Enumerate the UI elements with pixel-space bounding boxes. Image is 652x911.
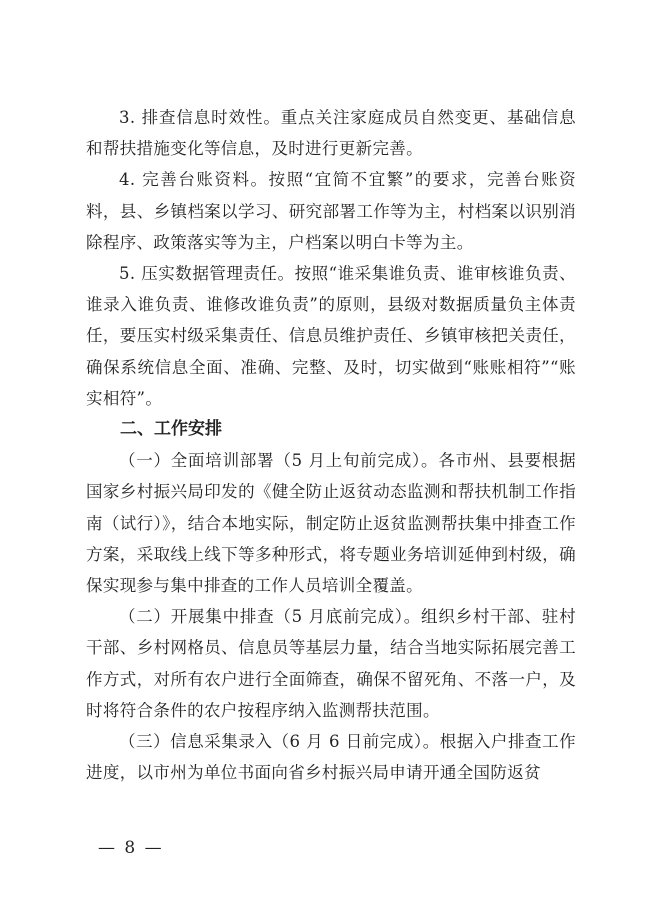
- section-heading-work-arrangement: 二、工作安排: [120, 419, 222, 440]
- paragraph-step-1: （一）全面培训部署（5 月上旬前完成）。各市州、县要根据国家乡村振兴局印发的《健全防止返贫动态监测和帮扶机制工作指南（试行）》，结合本地实际，制定防止返贫监测帮扶集中排查工作方案，采取线上线下等多种形式，将专题业务培训延伸到村级，确保实现参与集中排查的工作人员培训全覆盖。: [86, 451, 576, 596]
- paragraph-item-3: 3. 排查信息时效性。重点关注家庭成员自然变更、基础信息和帮扶措施变化等信息，及时进行更新完善。: [86, 108, 576, 159]
- document-body: [86, 102, 576, 788]
- paragraph-step-2: （二）开展集中排查（5 月底前完成）。组织乡村干部、驻村干部、乡村网格员、信息员等基层力量，结合当地实际拓展完善工作方式，对所有农户进行全面筛查，确保不留死角、不落一户，及时将符合条件的农户按程序纳入监测帮扶范围。: [86, 607, 576, 720]
- page-number: — 8 —: [98, 838, 164, 858]
- paragraph-step-3: （三）信息采集录入（6 月 6 日前完成）。根据入户排查工作进度，以市州为单位书面向省乡村振兴局申请开通全国防返贫: [86, 732, 576, 783]
- paragraph-item-5: 5. 压实数据管理责任。按照“谁采集谁负责、谁审核谁负责、谁录入谁负责、谁修改谁负责”的原则，县级对数据质量负主体责任，要压实村级采集责任、信息员维护责任、乡镇审核把关责任，确保系统信息全面、准确、完整、及时，切实做到“账账相符”“账实相符”。: [86, 264, 576, 408]
- paragraph-item-4: 4. 完善台账资料。按照“宜简不宜繁”的要求，完善台账资料，县、乡镇档案以学习、研究部署工作等为主，村档案以识别消除程序、政策落实等为主，户档案以明白卡等为主。: [86, 170, 576, 252]
